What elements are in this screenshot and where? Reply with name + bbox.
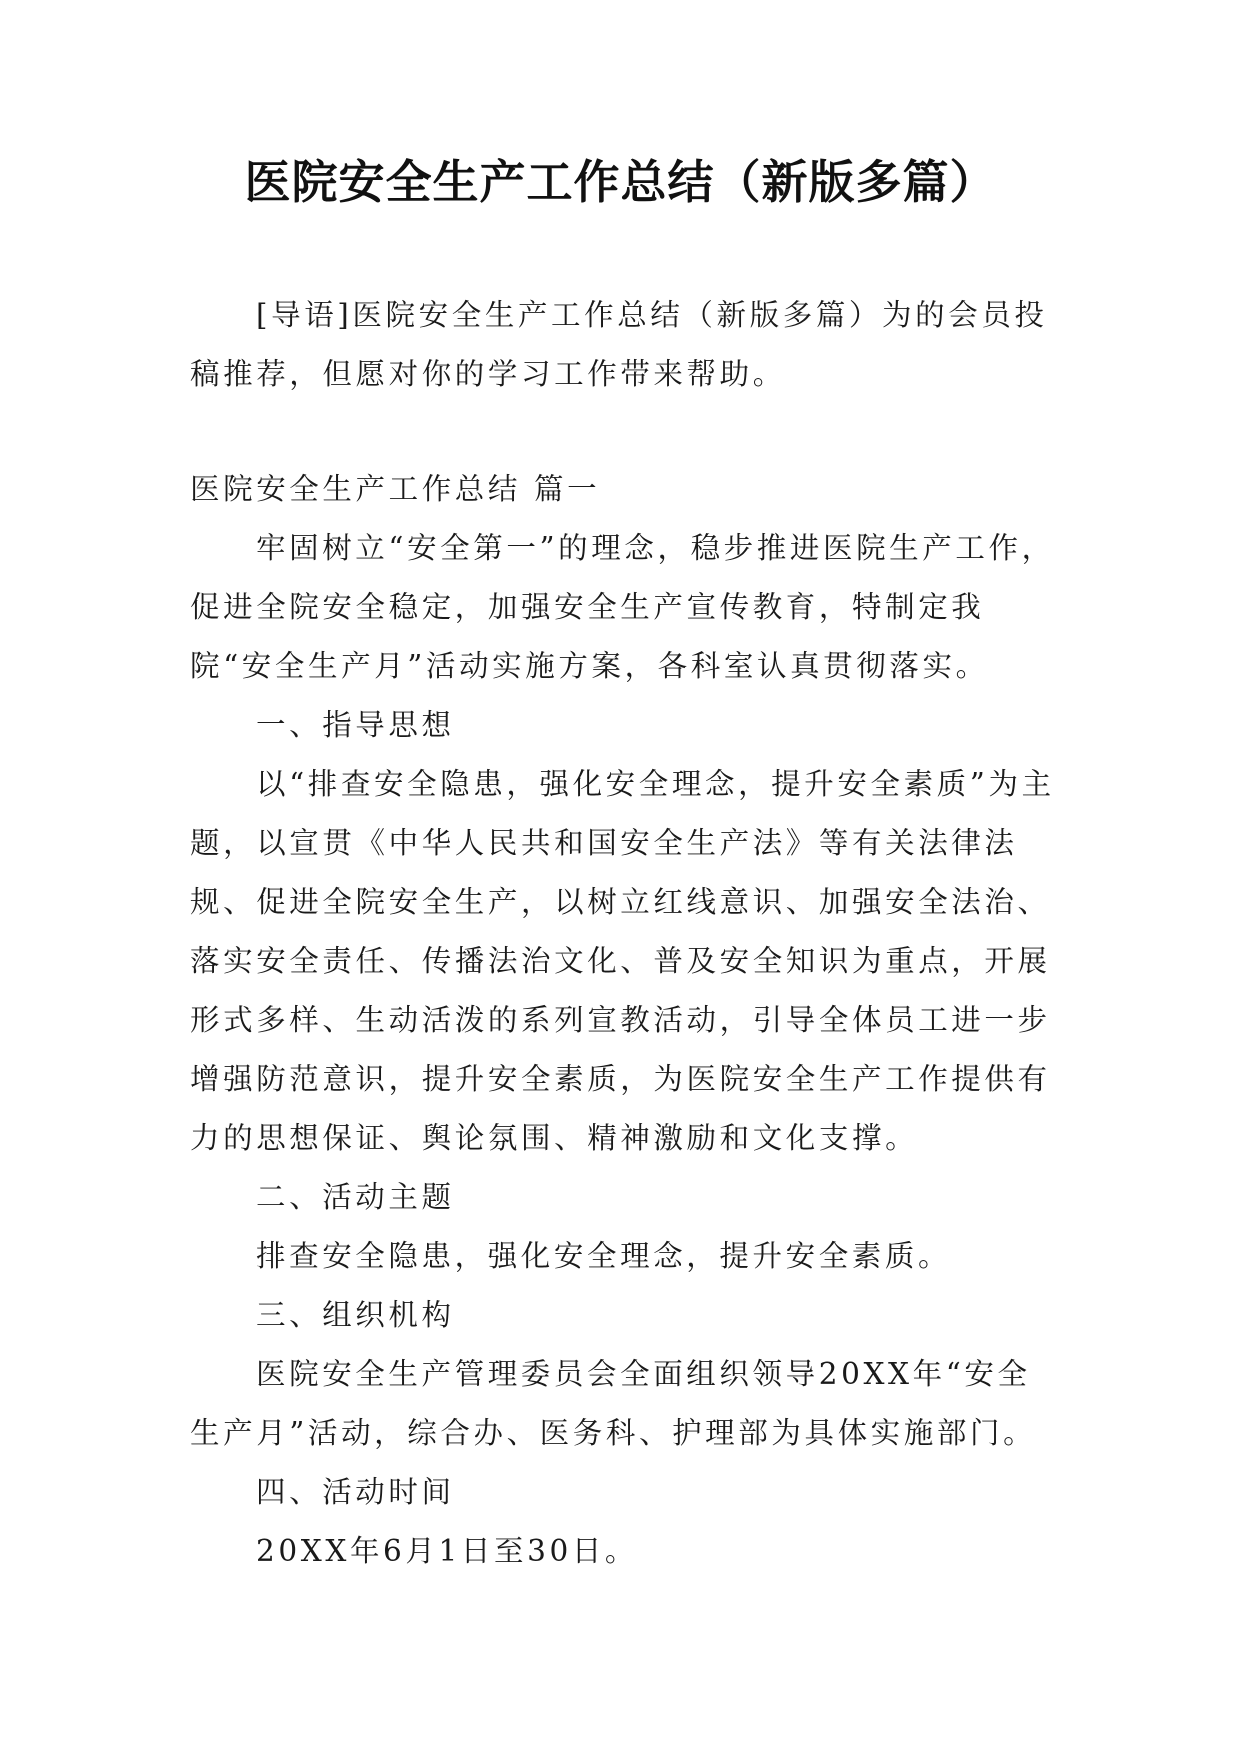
intro-block xyxy=(190,286,1055,404)
paragraph: 以“排查安全隐患，强化安全理念，提升安全素质”为主题，以宣贯《中华人民共和国安全生产法》等有关法律法规、促进全院安全生产，以树立红线意识、加强安全法治、落实安全责任、传播法治文化、普及安全知识为重点，开展形式多样、生动活泼的系列宣教活动，引导全体员工进一步增强防范意识，提升安全素质，为医院安全生产工作提供有力的思想保证、舆论氛围、精神激励和文化支撑。 xyxy=(190,767,1055,1155)
paragraph: 牢固树立“安全第一”的理念，稳步推进医院生产工作，促进全院安全稳定，加强安全生产宣传教育，特制定我院“安全生产月”活动实施方案，各科室认真贯彻落实。 xyxy=(190,531,1055,683)
main-block xyxy=(190,460,1055,1581)
section-heading: 四、活动时间 xyxy=(256,1475,455,1509)
section-heading: 三、组织机构 xyxy=(256,1298,455,1332)
paragraph: 医院安全生产管理委员会全面组织领导20XX年“安全生产月”活动，综合办、医务科、护理部为具体实施部门。 xyxy=(190,1357,1037,1450)
section-title: 医院安全生产工作总结 篇一 xyxy=(190,472,601,506)
paragraph: 20XX年6月1日至30日。 xyxy=(256,1534,639,1568)
paragraph: 排查安全隐患，强化安全理念，提升安全素质。 xyxy=(256,1239,952,1273)
document-title: 医院安全生产工作总结（新版多篇） xyxy=(244,155,997,209)
intro-paragraph: [导语]医院安全生产工作总结（新版多篇）为的会员投稿推荐，但愿对你的学习工作带来帮助。 xyxy=(190,298,1048,391)
section-heading: 一、指导思想 xyxy=(256,708,455,742)
section-heading: 二、活动主题 xyxy=(256,1180,455,1214)
